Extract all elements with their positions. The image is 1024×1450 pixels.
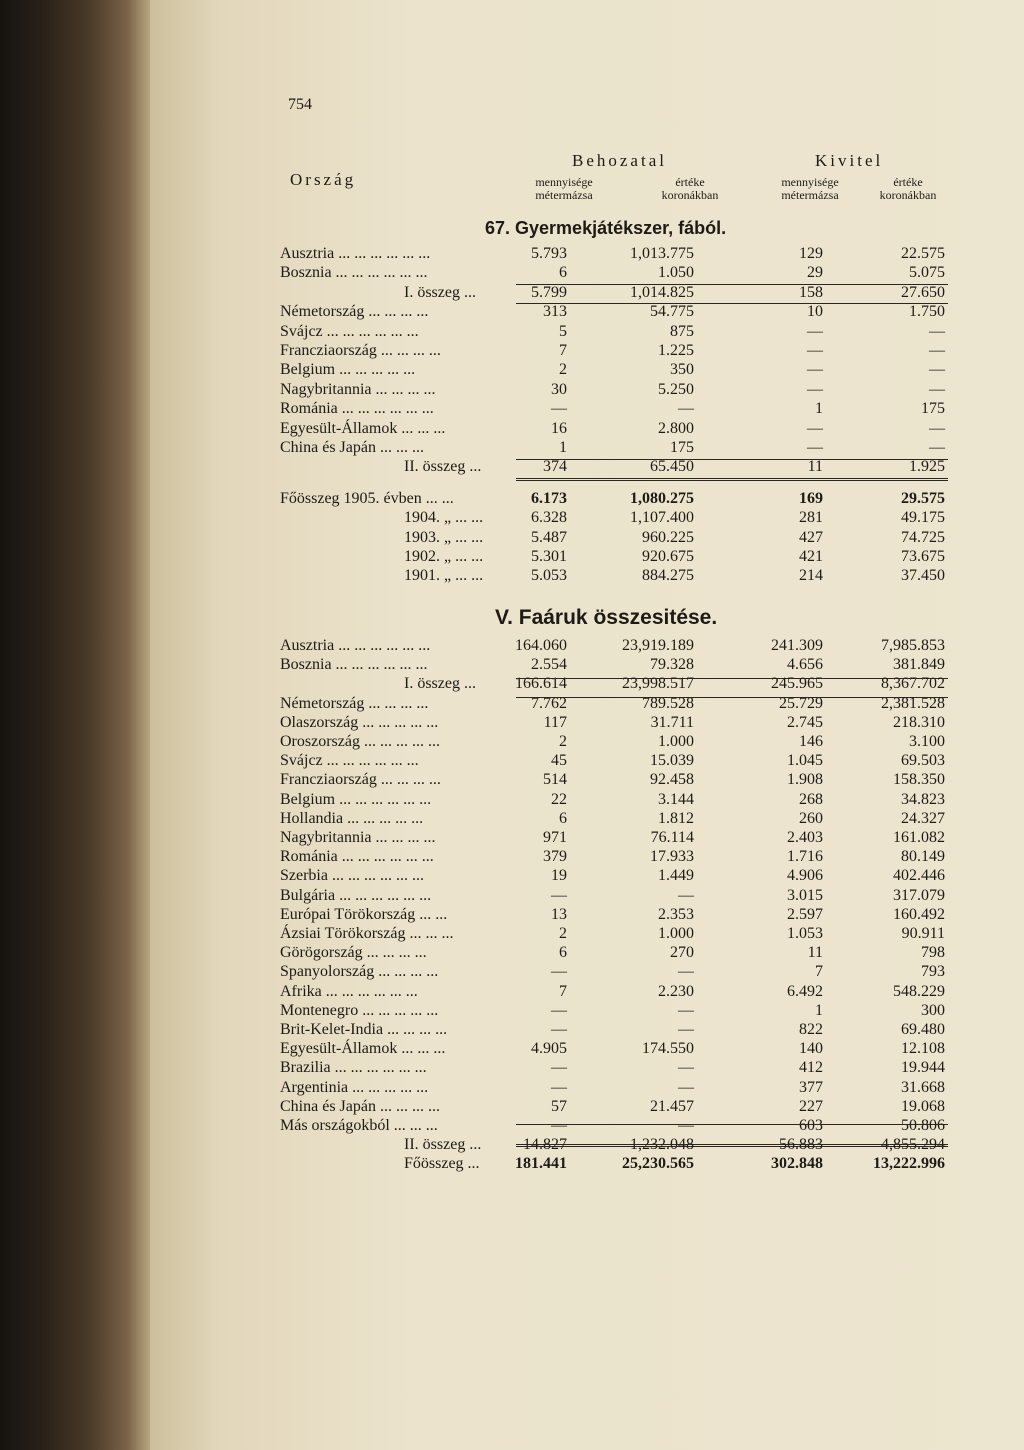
table-row <box>280 548 950 566</box>
table-row <box>280 1079 950 1097</box>
table-row <box>280 810 950 828</box>
import-value-cell: 5.250 <box>658 380 694 398</box>
import-value-cell: 350 <box>670 361 694 379</box>
export-quantity-cell: 1.716 <box>787 848 823 866</box>
import-value-cell: 2.230 <box>658 982 694 1000</box>
export-quantity-cell: 268 <box>799 790 823 808</box>
export-value-cell: 90.911 <box>901 925 945 942</box>
import-value-cell: 79.328 <box>650 656 694 674</box>
import-quantity-cell: 2.554 <box>531 656 567 674</box>
row-label: Főösszeg ... <box>404 1155 480 1173</box>
export-quantity-cell: 11 <box>807 458 823 476</box>
import-value-cell: 17.933 <box>650 848 694 866</box>
table-row <box>280 439 950 457</box>
table-row <box>280 752 950 770</box>
export-quantity-cell: — <box>807 380 823 398</box>
export-quantity-cell: 603 <box>799 1117 823 1134</box>
export-value-cell: 1.925 <box>909 458 945 476</box>
import-value-cell: 1.225 <box>658 342 694 359</box>
row-label: Bulgária ... ... ... ... ... ... <box>280 886 432 904</box>
header-mennyisege: mennyisége <box>535 175 593 189</box>
import-quantity-cell: 2 <box>559 925 567 942</box>
table-row <box>280 245 950 263</box>
export-value-cell: — <box>929 322 945 340</box>
table-row <box>280 963 950 981</box>
row-label: Görögország ... ... ... ... <box>280 944 427 962</box>
import-value-cell: 789.528 <box>642 694 694 712</box>
export-value-cell: 80.149 <box>901 848 945 866</box>
table-row <box>280 637 950 655</box>
subtotal-rule <box>516 284 948 285</box>
export-quantity-cell: — <box>807 439 823 456</box>
header-orszag: Ország <box>290 170 357 189</box>
row-label: 1902. „ ... ... <box>404 548 484 565</box>
export-quantity-cell: 1.045 <box>787 752 823 770</box>
row-label: 1903. „ ... ... <box>404 528 484 546</box>
export-value-cell: 5.075 <box>909 264 945 282</box>
book-spine <box>0 0 150 1450</box>
table-row <box>280 342 950 360</box>
export-quantity-cell: 302.848 <box>771 1155 823 1173</box>
import-quantity-cell: 379 <box>543 848 567 866</box>
header-import-quantity <box>504 176 624 202</box>
header-import-value <box>630 176 750 202</box>
row-label: Svájcz ... ... ... ... ... ... <box>280 752 419 770</box>
export-value-cell: 74.725 <box>901 528 945 546</box>
import-value-cell: 76.114 <box>650 829 694 846</box>
import-value-cell: 1,013.775 <box>630 245 694 262</box>
import-value-cell: 25,230.565 <box>622 1155 694 1173</box>
export-value-cell: 381.849 <box>893 656 945 674</box>
header-erteke: értéke <box>893 175 923 189</box>
import-value-cell: — <box>678 886 694 904</box>
row-label: Németország ... ... ... ... <box>280 303 429 321</box>
export-quantity-cell: 146 <box>799 733 823 750</box>
import-value-cell: 2.353 <box>658 905 694 923</box>
export-value-cell: 69.480 <box>901 1021 945 1038</box>
row-label: Ausztria ... ... ... ... ... ... <box>280 637 431 654</box>
table-row <box>280 944 950 962</box>
export-value-cell: 4,855.294 <box>881 1136 945 1154</box>
export-value-cell: 1.750 <box>909 303 945 321</box>
import-quantity-cell: 6.328 <box>531 509 567 527</box>
import-quantity-cell: 971 <box>543 829 567 846</box>
export-quantity-cell: 412 <box>799 1059 823 1077</box>
import-value-cell: — <box>678 1059 694 1077</box>
export-value-cell: 29.575 <box>901 489 945 507</box>
import-quantity-cell: 19 <box>551 867 567 885</box>
row-label: Oroszország ... ... ... ... ... <box>280 733 440 750</box>
table-row <box>280 1098 950 1116</box>
row-label: Egyesült-Államok ... ... ... <box>280 1040 446 1058</box>
import-quantity-cell: — <box>551 1059 567 1077</box>
subtotal-rule <box>516 303 948 304</box>
import-quantity-cell: 5.799 <box>531 283 567 301</box>
table-row <box>280 420 950 438</box>
import-quantity-cell: 30 <box>551 380 567 398</box>
export-value-cell: — <box>929 361 945 379</box>
row-label: Európai Törökország ... ... <box>280 905 448 923</box>
import-value-cell: 270 <box>670 944 694 962</box>
table-row <box>280 1155 950 1173</box>
import-value-cell: 65.450 <box>650 458 694 476</box>
export-quantity-cell: 421 <box>799 548 823 565</box>
export-value-cell: 31.668 <box>901 1078 945 1096</box>
export-quantity-cell: — <box>807 342 823 359</box>
import-quantity-cell: 7 <box>559 342 567 359</box>
table-row <box>280 303 950 321</box>
header-export-value <box>848 176 968 202</box>
import-quantity-cell: 7 <box>559 982 567 1000</box>
row-label: Belgium ... ... ... ... ... ... <box>280 790 432 808</box>
export-quantity-cell: — <box>807 361 823 379</box>
export-value-cell: 24.327 <box>901 809 945 827</box>
import-value-cell: 174.550 <box>642 1040 694 1058</box>
import-value-cell: 1,232.048 <box>630 1136 694 1154</box>
export-quantity-cell: 427 <box>799 528 823 546</box>
import-quantity-cell: — <box>551 886 567 904</box>
export-quantity-cell: 2.597 <box>787 905 823 923</box>
import-quantity-cell: 374 <box>543 458 567 476</box>
export-value-cell: 793 <box>921 963 945 981</box>
table-row <box>280 983 950 1001</box>
export-value-cell: 3.100 <box>909 733 945 750</box>
import-value-cell: 2.800 <box>658 419 694 437</box>
import-quantity-cell: 514 <box>543 771 567 789</box>
table-row <box>280 361 950 379</box>
import-value-cell: 92.458 <box>650 771 694 789</box>
subtotal-rule <box>516 697 948 698</box>
import-value-cell: 1.449 <box>658 867 694 885</box>
page-number: 754 <box>288 96 312 113</box>
table-row <box>280 458 950 476</box>
import-value-cell: 884.275 <box>642 567 694 585</box>
export-quantity-cell: 29 <box>807 264 823 282</box>
table-row <box>280 867 950 885</box>
table-row <box>280 829 950 847</box>
import-value-cell: 23,998.517 <box>622 675 694 693</box>
export-value-cell: 798 <box>921 944 945 962</box>
import-value-cell: 1.050 <box>658 264 694 282</box>
table-row <box>280 284 950 302</box>
import-quantity-cell: 5.301 <box>531 548 567 565</box>
header-metermazsa: métermázsa <box>781 188 839 202</box>
import-quantity-cell: 14.827 <box>523 1136 567 1154</box>
export-quantity-cell: 1.908 <box>787 771 823 789</box>
header-kivitel: Kivitel <box>815 151 884 170</box>
import-value-cell: — <box>678 1078 694 1096</box>
export-value-cell: 175 <box>921 400 945 418</box>
table-row <box>280 925 950 943</box>
import-value-cell: — <box>678 963 694 981</box>
import-value-cell: 54.775 <box>650 303 694 321</box>
export-value-cell: 300 <box>921 1001 945 1019</box>
table-row <box>280 529 950 547</box>
export-value-cell: 50.806 <box>901 1117 945 1134</box>
import-quantity-cell: 181.441 <box>515 1155 567 1173</box>
row-label: Bosznia ... ... ... ... ... ... <box>280 264 428 282</box>
export-value-cell: 27.650 <box>901 283 945 301</box>
export-quantity-cell: 281 <box>799 509 823 527</box>
header-koronakban: koronákban <box>879 188 937 202</box>
section-title-wood-goods: V. Faáruk összesitése. <box>495 606 718 629</box>
table-row <box>280 264 950 282</box>
export-value-cell: — <box>929 439 945 456</box>
export-quantity-cell: 4.656 <box>787 656 823 674</box>
export-value-cell: 8,367.702 <box>881 675 945 693</box>
export-value-cell: 7,985.853 <box>881 637 945 654</box>
export-quantity-cell: 1.053 <box>787 925 823 942</box>
import-value-cell: 960.225 <box>642 528 694 546</box>
row-label: China és Japán ... ... ... ... <box>280 1097 440 1115</box>
export-value-cell: 160.492 <box>893 905 945 923</box>
table-row <box>280 1059 950 1077</box>
import-value-cell: 15.039 <box>650 752 694 770</box>
header-erteke: értéke <box>675 175 705 189</box>
row-label: Montenegro ... ... ... ... ... <box>280 1001 439 1019</box>
export-quantity-cell: 7 <box>815 963 823 981</box>
row-label: II. összeg ... <box>404 458 482 476</box>
table-row <box>280 323 950 341</box>
row-label: Nagybritannia ... ... ... ... <box>280 829 436 846</box>
export-quantity-cell: 822 <box>799 1021 823 1038</box>
export-quantity-cell: 10 <box>807 303 823 321</box>
import-value-cell: 875 <box>670 322 694 340</box>
export-value-cell: 13,222.996 <box>873 1155 945 1173</box>
import-quantity-cell: 5 <box>559 322 567 340</box>
subtotal-rule <box>516 1124 948 1125</box>
table-row <box>280 714 950 732</box>
table-row <box>280 733 950 751</box>
import-value-cell: — <box>678 1021 694 1038</box>
import-value-cell: 920.675 <box>642 548 694 565</box>
total-rule <box>516 1144 948 1147</box>
header-koronakban: koronákban <box>661 188 719 202</box>
row-label: I. összeg ... <box>404 283 476 301</box>
row-label: Szerbia ... ... ... ... ... ... <box>280 867 424 885</box>
export-quantity-cell: 2.403 <box>787 829 823 846</box>
export-value-cell: 12.108 <box>901 1040 945 1058</box>
row-label: 1901. „ ... ... <box>404 567 484 585</box>
row-label: Hollandia ... ... ... ... ... <box>280 809 424 827</box>
import-value-cell: 1,014.825 <box>630 283 694 301</box>
row-label: Argentinia ... ... ... ... ... <box>280 1078 429 1096</box>
export-quantity-cell: — <box>807 322 823 340</box>
export-value-cell: 2,381.528 <box>881 694 945 712</box>
import-quantity-cell: 6 <box>559 944 567 962</box>
import-value-cell: — <box>678 1001 694 1019</box>
import-value-cell: — <box>678 1117 694 1134</box>
export-quantity-cell: 227 <box>799 1097 823 1115</box>
export-quantity-cell: 260 <box>799 809 823 827</box>
row-label: Afrika ... ... ... ... ... ... <box>280 982 418 1000</box>
export-value-cell: 22.575 <box>901 245 945 262</box>
import-quantity-cell: 22 <box>551 790 567 808</box>
export-quantity-cell: 241.309 <box>771 637 823 654</box>
export-quantity-cell: 4.906 <box>787 867 823 885</box>
subtotal-rule <box>516 459 948 460</box>
row-label: Olaszország ... ... ... ... ... <box>280 713 439 731</box>
row-label: Főösszeg 1905. évben ... ... <box>280 489 454 507</box>
row-label: Románia ... ... ... ... ... ... <box>280 848 434 866</box>
table-row <box>280 1117 950 1135</box>
export-quantity-cell: 25.729 <box>779 694 823 712</box>
export-value-cell: 73.675 <box>901 548 945 565</box>
import-value-cell: 175 <box>670 439 694 456</box>
table-row <box>280 1040 950 1058</box>
table-row <box>280 887 950 905</box>
row-label: Svájcz ... ... ... ... ... ... <box>280 322 419 340</box>
import-value-cell: — <box>678 400 694 418</box>
export-quantity-cell: 11 <box>807 944 823 962</box>
import-quantity-cell: 45 <box>551 752 567 770</box>
import-quantity-cell: — <box>551 963 567 981</box>
export-value-cell: 218.310 <box>893 713 945 731</box>
table-row <box>280 791 950 809</box>
export-quantity-cell: 2.745 <box>787 713 823 731</box>
import-value-cell: 3.144 <box>658 790 694 808</box>
export-quantity-cell: 1 <box>815 1001 823 1019</box>
export-value-cell: 548.229 <box>893 982 945 1000</box>
row-label: Spanyolország ... ... ... ... <box>280 963 439 981</box>
export-quantity-cell: 377 <box>799 1078 823 1096</box>
export-value-cell: 158.350 <box>893 771 945 789</box>
import-quantity-cell: 4.905 <box>531 1040 567 1058</box>
row-label: Ausztria ... ... ... ... ... ... <box>280 245 431 262</box>
export-quantity-cell: — <box>807 419 823 437</box>
header-behozatal: Behozatal <box>572 151 667 170</box>
export-quantity-cell: 169 <box>799 489 823 507</box>
import-value-cell: 31.711 <box>650 713 694 731</box>
export-value-cell: 19.068 <box>901 1097 945 1115</box>
row-label: I. összeg ... <box>404 675 476 693</box>
export-value-cell: — <box>929 419 945 437</box>
row-label: Belgium ... ... ... ... ... <box>280 361 416 379</box>
import-quantity-cell: 5.487 <box>531 528 567 546</box>
import-quantity-cell: 117 <box>543 713 567 731</box>
export-value-cell: 19.944 <box>901 1059 945 1077</box>
table-row <box>280 771 950 789</box>
import-quantity-cell: — <box>551 1117 567 1134</box>
row-label: Francziaország ... ... ... ... <box>280 771 441 789</box>
import-quantity-cell: 57 <box>551 1097 567 1115</box>
row-label: Bosznia ... ... ... ... ... ... <box>280 656 428 674</box>
export-value-cell: — <box>929 380 945 398</box>
export-quantity-cell: 214 <box>799 567 823 585</box>
row-label: Brit-Kelet-India ... ... ... ... <box>280 1021 448 1038</box>
import-value-cell: 21.457 <box>650 1097 694 1115</box>
import-quantity-cell: 6.173 <box>531 489 567 507</box>
subtotal-rule <box>516 678 948 679</box>
import-quantity-cell: 13 <box>551 905 567 923</box>
export-quantity-cell: 6.492 <box>787 982 823 1000</box>
import-quantity-cell: — <box>551 1078 567 1096</box>
export-quantity-cell: 158 <box>799 283 823 301</box>
table-row <box>280 567 950 585</box>
export-value-cell: 317.079 <box>893 886 945 904</box>
import-value-cell: 1,080.275 <box>630 489 694 507</box>
export-quantity-cell: 245.965 <box>771 675 823 693</box>
import-quantity-cell: 5.053 <box>531 567 567 585</box>
import-quantity-cell: 7.762 <box>531 694 567 712</box>
row-label: Brazilia ... ... ... ... ... ... <box>280 1059 427 1077</box>
export-value-cell: — <box>929 342 945 359</box>
export-value-cell: 34.823 <box>901 790 945 808</box>
import-value-cell: 1,107.400 <box>630 509 694 527</box>
row-label: Egyesült-Államok ... ... ... <box>280 419 446 437</box>
row-label: Románia ... ... ... ... ... ... <box>280 400 434 418</box>
import-quantity-cell: 1 <box>559 439 567 456</box>
import-quantity-cell: — <box>551 400 567 418</box>
import-quantity-cell: 164.060 <box>515 637 567 654</box>
row-label: Németország ... ... ... ... <box>280 694 429 712</box>
import-quantity-cell: 2 <box>559 733 567 750</box>
export-quantity-cell: 129 <box>799 245 823 262</box>
table-row <box>280 1021 950 1039</box>
export-value-cell: 37.450 <box>901 567 945 585</box>
import-value-cell: 23,919.189 <box>622 637 694 654</box>
table-row <box>280 906 950 924</box>
table-row <box>280 656 950 674</box>
import-value-cell: 1.000 <box>658 925 694 942</box>
export-value-cell: 161.082 <box>893 829 945 846</box>
import-quantity-cell: 166.614 <box>515 675 567 693</box>
table-row <box>280 848 950 866</box>
export-quantity-cell: 1 <box>815 400 823 418</box>
header-mennyisege: mennyisége <box>781 175 839 189</box>
export-quantity-cell: 56.883 <box>779 1136 823 1154</box>
table-row <box>280 490 950 508</box>
table-row <box>280 1002 950 1020</box>
section-title-toys: 67. Gyermekjátékszer, fából. <box>485 218 727 238</box>
table-row <box>280 509 950 527</box>
import-quantity-cell: 6 <box>559 809 567 827</box>
export-value-cell: 402.446 <box>893 867 945 885</box>
import-quantity-cell: 313 <box>543 303 567 321</box>
export-quantity-cell: 140 <box>799 1040 823 1058</box>
table-row <box>280 400 950 418</box>
import-value-cell: 1.000 <box>658 733 694 750</box>
export-value-cell: 49.175 <box>901 509 945 527</box>
table-row <box>280 381 950 399</box>
import-quantity-cell: — <box>551 1001 567 1019</box>
import-quantity-cell: 16 <box>551 419 567 437</box>
row-label: 1904. „ ... ... <box>404 509 484 527</box>
row-label: Más országokból ... ... ... <box>280 1117 438 1134</box>
export-quantity-cell: 3.015 <box>787 886 823 904</box>
import-value-cell: 1.812 <box>658 809 694 827</box>
row-label: Ázsiai Törökország ... ... ... <box>280 925 454 942</box>
row-label: China és Japán ... ... ... <box>280 439 424 456</box>
row-label: II. összeg ... <box>404 1136 482 1154</box>
import-quantity-cell: 2 <box>559 361 567 379</box>
import-quantity-cell: — <box>551 1021 567 1038</box>
row-label: Nagybritannia ... ... ... ... <box>280 380 436 398</box>
import-quantity-cell: 6 <box>559 264 567 282</box>
row-label: Francziaország ... ... ... ... <box>280 342 441 359</box>
header-metermazsa: métermázsa <box>535 188 593 202</box>
total-rule <box>516 478 948 481</box>
export-value-cell: 69.503 <box>901 752 945 770</box>
import-quantity-cell: 5.793 <box>531 245 567 262</box>
